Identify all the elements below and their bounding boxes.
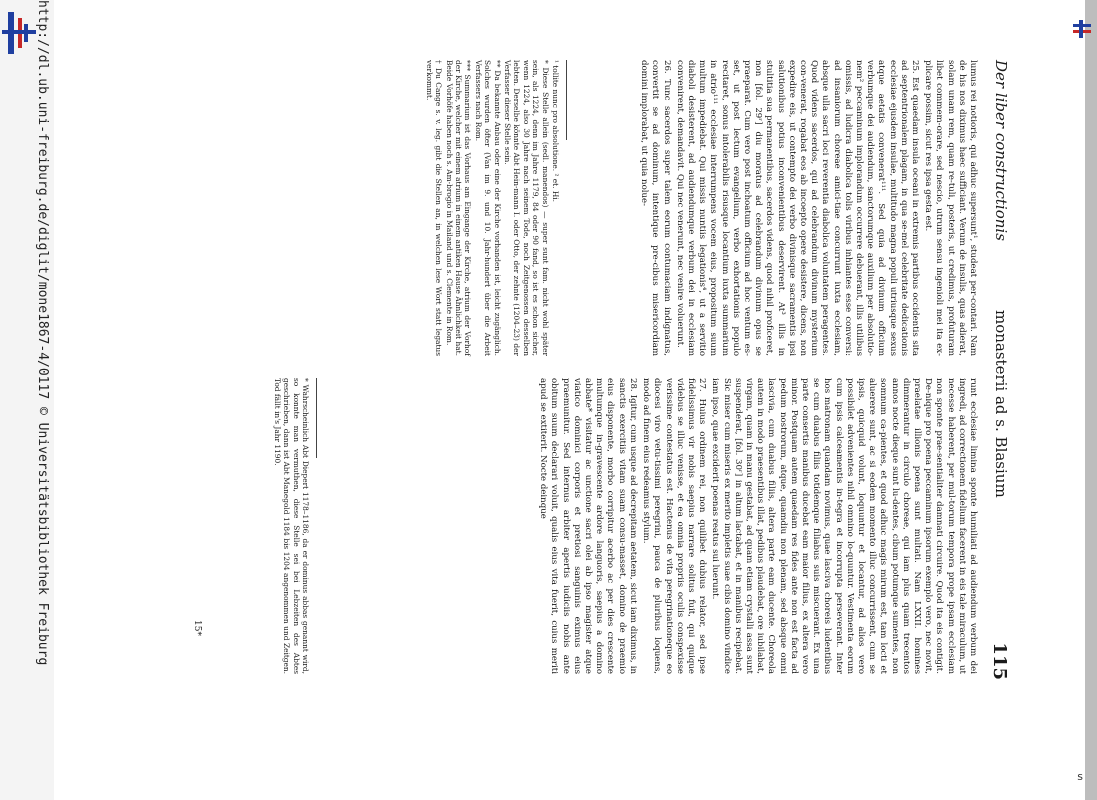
paragraph: 28. Igitur, cum usque ad decrepitam aetatem, sicut iam diximus, in sanctis exercitiis vitam suam consu-masset, domino de praemio eius disponente, morbo corripitur acerbo ac per dies crescente multumque in-gravescente ardore languoris, saepius a domino abbate* visitatur ac unctione sacri olei ab ipso magister atque viatico dominici corporis et pretiosi sanguinis eximus eius praemunitur. Sed internus arbiter apertis iudiciis nobis ante obitum suum declarari voluit, qualis eius vita fuerit, cuius meriti apud se extiterit. Nocte deinque <box>538 378 638 674</box>
header-title-left: Der liber constructionis <box>992 60 1010 241</box>
flag-icon <box>1071 18 1093 40</box>
paragraph: runt ecclesiae limina sponte humiliati ad audiendum verbum dei ingredi, ad correctionem fidelium facerent in eis tale miraculum, ut necesse haberent, per mul-torum tempora prope ipsam ecclesiam non sponte prae-sentialiter damnati circuire. Quod ita eis contigit. De-nique pro poena peccaminum ipsorum exemplo vero, nec novit, praelatae illionis poena sunt multati. Nam LXXII. homines dimmerantur in circulo choreae, qui iam plus quam trecentos annos nocte dieque sunt lu-dentes, cibum potumque sumentes, non somnum ca-pientes, et quod adhuc magis mirum est, tam locti et aluerere sunt, ac si eodem momento illuc concurrissent, cum se ipsis, quicquid volunt, loquuntur et locantur, ad alios vero possibilet advenientes nihil omnino lo-quuntur. Vestimenta eorum cum ipsis calceamentis in-tegra et incorrupta perseverant. Inter hos matronam quandam novimus, quae lasciva choreis ludentibus se cum duabus filiis totidemque filiabus suis miscuerant. Ex una parte consertis manibus ducebat eam maior filius, ex altera vero minor. Postquam autem quaedam res fides ante non est facta ad pedum nostrorum, atque, quamdiu non plenam, sed absque omni lascivia, cum duabus filiis, altera parte eam ducente. Choreola autem in modo praesentibus illat, pedibus plaudebat, ore iubilabat, virgam, quam in manu gestabat, ad quam etiam crystalli assa sunt suspenderat, [fol. 30ʳ] in altum lactabat, et in manibus recipiebat. Sic miser cum miseris ex merito impletis suae cibis domino vindice iam ipso, quae exciderit poenas reatus sui luerunt. <box>710 378 978 674</box>
paragraph: 27. Huius ordinem rei, non quilibet dubius relator, sed ipse fidelissimus vir nobis saepius narrare solitus fuit, qui quique videbus se illuc venisse, et ea omnia propriis oculis conspexisse verissime contestatus est. Hactenus de vita peregrinationeque eo diocesi viro vetu-tissimi peregrini, pauca de pluribus loquens, modo ad finem eius redeamus stylum. <box>641 378 708 674</box>
right-footnotes <box>271 378 310 674</box>
footnote-divider <box>566 60 567 140</box>
left-text-column <box>178 60 978 356</box>
watermark-text: http://dl.ub.uni-freiburg.de/diglit/mone1867-4/0117 © Universitätsbibliothek Freiburg <box>35 0 50 666</box>
footnote-divider <box>316 378 317 458</box>
footnote: ¹ tollite nunc pro absolutione. ² et. Hi. <box>551 60 560 202</box>
viewer-right-bar <box>1085 0 1097 800</box>
viewer-left-strip <box>0 0 54 800</box>
paragraph: lumus rei notioris, qui adhuc supersunt¹, studeat per-contari. Nam de his nos diximus haec sufficiant. Verum de insulis, quas adierat, solam unam rem, quam re-tuli, posteris, ut credimus, profuturam libet commem-orare, sed nescio, utrum sensu ingenioli mei ita ex-plicare possim, sicut res ipsa gesta est. <box>923 60 978 356</box>
book-page <box>170 60 1010 680</box>
paragraph: 26. Tunc sacerdos super talem eorum contumaciam indignatus, convertit se ad dominum, intentique pre-cibus misericordiam domini implorabat, ut quia nolue- <box>639 60 672 356</box>
paragraph: 25. Est quaedam insula oceani in extremis partibus occidentis sita ad septentrionalem plagam, in qua se-mel celebritate dedicationis ecclesiae ejusdem insulae, multitudo magna populi utriusque sexus atque aetatis convenerat¹¹¹. Sed quia ad divinum officium verbumque dei audiendum, sanctorumque auxilium per absolutio-nem² peccaminum implorandum occurrere debuerant, illis utilibus omissis, ad ludicra diabolica tolis viribus inhiantes esse conversi: ad insaniorum choreae amici-tiae concurrunt iuxta ecclesiam, absque ulla sacri loci reverentia diabolica voluntatem peragentes. Quod videns sacerdos, qui ad celebrandum divinum mysterium con-venerat, rogabat eos ab incoepto opere desistere, dicens, non expedire eis, ut contempto dei verbo divinisque sacramentis ipsi salutionibus potius inconvenientibus deservirent. At³ illis in stultitia sua permanentibus, sacerdos videns, quod nihil proficeret, non [fol. 29ʳ] diu moratus ad celebrandum divinum opus se praeparat. Cum vero post inchoatum officium ad hoc ventum es-set, ut post lectum evangelium, verbo exhortationis populo recitaret, sonus intolerabilis risusque locantium iuxta summarium in atrio¹¹¹ ecclesiae interrumpens vocem eius, propositum suum multum impediebat. Qui missis nuntiis legationis⁴, ut a servitio diaboli desisterent, ad audiendumque verbum dei in ecclesiam convenirent, demandavit. Qui nec venerunt, nec venire voluerunt. <box>674 60 920 356</box>
footnote: * Wahrscheinlich Abt Diepert 1178–1186, da er dominus abbas genannt wird, so konnte man vermuthen, diese Stelle sei bei Lebzeiten des Abtes geschrieben, dann ist Abt Manegold 1184 bis 1204 angenommen und Zeitgen. Tod fällt in's Jahr 1190. <box>272 378 310 674</box>
footnote: * Diese Stelle allein (sedl. manendos) — super sunt fam. nicht wohl später sein, als 1224, denn im Jahre 1179, 84 oder 90 fand, so ist es schon sicher, wenn 1224, also 30 Jahre nach seinem Tode, noch Zeitgenossen desselben lebten. Derselbe könnte Abt Hein-mann I. oder Otto, der zehnte (1204–23) der Verfasser dieser Stelle sein. <box>502 60 550 356</box>
url-watermark <box>36 0 50 800</box>
running-header <box>986 60 1010 680</box>
page-number: 115 <box>989 642 1010 680</box>
scanned-page <box>170 60 1010 680</box>
header-title-right: monasterii ad s. Blasium <box>992 310 1010 498</box>
footnote: † Du Cange s. v. leg. gibt die Stellen an, in welchen lese Wort statt legatus verkommt. <box>424 60 444 356</box>
footnote: ** Da bekannte Anbau oder eine der Kirche vorhanden ist, leicht zugänglich. Solches wurden öfter (Van im 9. und 10. Jahr-hundert über die Arbeit Verfassers nach Rom. <box>473 60 502 356</box>
sheet-signature: 15* <box>192 620 202 636</box>
left-footnotes <box>423 60 560 356</box>
edge-mark: s <box>1077 770 1083 783</box>
footnote: *** Summarium ist das Vorhaus am Eingange der Kirche, atrium der Vorhof der Kirche, welcher mit einem atrium in einem antiken Hause Ähnlichkeit hat. Beide Vorhöfe haben noch s. Am-brogio in Mailand und s. Clemente in Rom. <box>444 60 473 356</box>
